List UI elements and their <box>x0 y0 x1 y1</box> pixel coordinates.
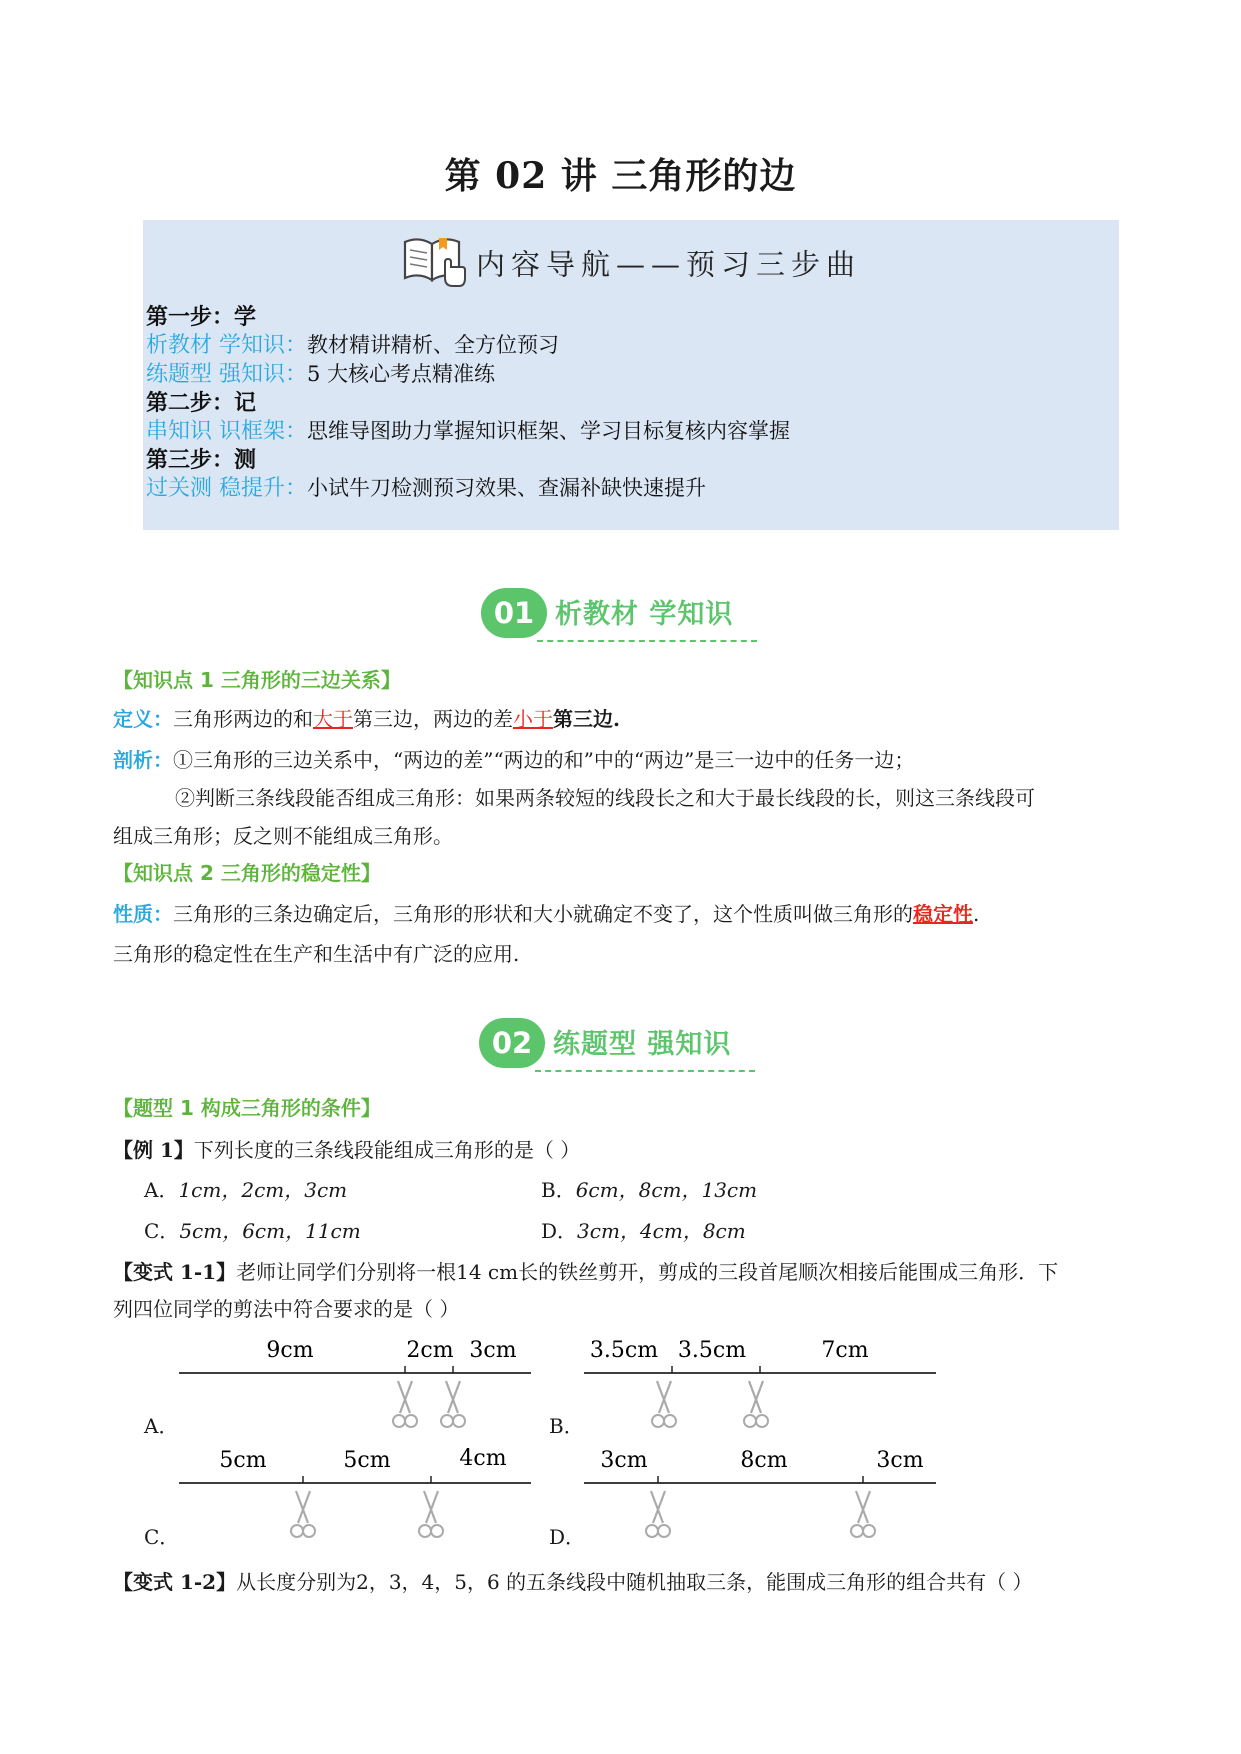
highlight-greater: 大于 <box>313 707 353 731</box>
figure-c-letter: C． <box>144 1525 180 1549</box>
variant-1-1-line-2: 列四位同学的剪法中符合要求的是（ ） <box>113 1297 460 1321</box>
highlight-less: 小于 <box>513 707 553 731</box>
analysis-text-1: ①三角形的三边关系中，“两边的差”“两边的和”中的“两边”是三一边中的任务一边； <box>173 748 915 772</box>
page-title: 第 02 讲 三角形的边 <box>444 155 797 197</box>
option-value: 5cm，6cm，11cm <box>179 1219 361 1243</box>
option-letter: B． <box>541 1178 576 1202</box>
segment-label: 3cm <box>469 1338 517 1363</box>
variant-1-2 <box>113 1566 1032 1595</box>
figure-c-wire <box>175 1443 535 1543</box>
example-1-option-a <box>144 1174 347 1203</box>
variant-1-1-label: 【变式 1-1】 <box>113 1260 237 1284</box>
figure-d-letter: D． <box>549 1525 586 1549</box>
definition-text-c: 第三边. <box>553 707 620 731</box>
nav-row-2-desc: 5 大核心考点精准练 <box>307 362 496 386</box>
definition-text-b: 第三边，两边的差 <box>353 707 513 731</box>
nav-row-3 <box>146 414 790 445</box>
definition-label: 定义： <box>113 707 173 731</box>
figure-b-wire <box>580 1333 940 1433</box>
figure-a-letter: A． <box>144 1414 179 1438</box>
segment-label: 4cm <box>459 1446 507 1471</box>
option-value: 6cm，8cm，13cm <box>575 1178 758 1202</box>
scissors-icon <box>646 1491 670 1537</box>
figure-d-wire <box>580 1443 940 1543</box>
segment-label: 3cm <box>876 1448 924 1473</box>
example-1-label: 【例 1】 <box>113 1138 194 1162</box>
content-navigation-box <box>143 220 1119 530</box>
option-value: 3cm，4cm，8cm <box>577 1219 746 1243</box>
nav-step-1 <box>146 300 256 331</box>
highlight-stability: 稳定性 <box>913 902 973 926</box>
nav-step-3-label: 第三步：测 <box>146 447 257 473</box>
scissors-icon <box>419 1491 443 1537</box>
nav-step-1-label: 第一步：学 <box>146 304 257 330</box>
nav-row-1-desc: 教材精讲精析、全方位预习 <box>307 333 559 357</box>
knowledge-point-1-heading: 【知识点 1 三角形的三边关系】 <box>113 668 401 692</box>
variant-1-2-text: 从长度分别为2，3，4，5，6 的五条线段中随机抽取三条，能围成三角形的组合共有（ ） <box>236 1570 1033 1594</box>
nav-row-4 <box>146 471 706 502</box>
nav-step-2-label: 第二步：记 <box>146 390 257 416</box>
variant-1-2-label: 【变式 1-2】 <box>113 1570 237 1594</box>
segment-label: 5cm <box>219 1448 267 1473</box>
nav-row-4-key: 过关测 稳提升： <box>146 476 307 501</box>
example-1-option-c <box>144 1215 361 1244</box>
example-1-text: 下列长度的三条线段能组成三角形的是（ ） <box>193 1138 581 1162</box>
nav-step-3 <box>146 443 256 474</box>
scissors-icon <box>393 1381 417 1427</box>
analysis-line-2: ②判断三条线段能否组成三角形：如果两条较短的线段长之和大于最长线段的长，则这三条线段可 <box>175 786 1035 810</box>
dashed-underline <box>537 640 757 642</box>
analysis-line-3: 组成三角形；反之则不能组成三角形。 <box>113 824 453 848</box>
scissors-icon <box>441 1381 465 1427</box>
option-letter: C． <box>144 1219 180 1243</box>
section-number: 01 <box>481 588 547 638</box>
section-title: 析教材 学知识 <box>555 599 734 630</box>
nav-row-2 <box>146 357 495 388</box>
nav-row-2-key: 练题型 强知识： <box>146 362 307 387</box>
nav-heading: 内容导航——预习三步曲 <box>476 247 862 282</box>
application-line: 三角形的稳定性在生产和生活中有广泛的应用. <box>113 942 520 966</box>
figure-a-wire <box>175 1333 535 1433</box>
segment-label: 7cm <box>821 1338 869 1363</box>
nav-row-1 <box>146 328 559 359</box>
analysis-line-1 <box>113 744 914 773</box>
example-1 <box>113 1134 580 1163</box>
option-letter: A． <box>144 1178 179 1202</box>
scissors-icon <box>652 1381 676 1427</box>
segment-label: 5cm <box>343 1448 391 1473</box>
variant-1-1-text-1: 老师让同学们分别将一根14 cm长的铁丝剪开，剪成的三段首尾顺次相接后能围成三角形．下 <box>236 1260 1059 1284</box>
option-letter: D． <box>541 1219 578 1243</box>
segment-label: 9cm <box>266 1338 314 1363</box>
knowledge-point-2-heading: 【知识点 2 三角形的稳定性】 <box>113 861 381 885</box>
scissors-icon <box>851 1491 875 1537</box>
nav-row-3-key: 串知识 识框架： <box>146 419 307 444</box>
property-line <box>113 898 979 927</box>
figure-b-letter: B． <box>549 1414 584 1438</box>
option-value: 1cm，2cm，3cm <box>178 1178 348 1202</box>
segment-label: 3cm <box>600 1448 648 1473</box>
nav-heading-row <box>143 232 1119 294</box>
segment-label: 2cm <box>406 1338 454 1363</box>
section-number: 02 <box>479 1018 545 1068</box>
question-type-1-heading: 【题型 1 构成三角形的条件】 <box>113 1096 381 1120</box>
scissors-icon <box>291 1491 315 1537</box>
analysis-label: 剖析： <box>113 748 173 772</box>
nav-row-1-key: 析教材 学知识： <box>146 333 307 358</box>
variant-1-1 <box>113 1256 1058 1285</box>
segment-label: 8cm <box>740 1448 788 1473</box>
nav-row-4-desc: 小试牛刀检测预习效果、查漏补缺快速提升 <box>307 476 706 500</box>
scissors-icon <box>744 1381 768 1427</box>
segment-label: 3.5cm <box>589 1338 659 1363</box>
property-end: . <box>973 902 980 926</box>
nav-row-3-desc: 思维导图助力掌握知识框架、学习目标复核内容掌握 <box>307 419 790 443</box>
book-hand-icon <box>401 232 467 294</box>
property-text: 三角形的三条边确定后，三角形的形状和大小就确定不变了，这个性质叫做三角形的 <box>173 902 913 926</box>
property-label: 性质： <box>113 902 173 926</box>
definition-text-a: 三角形两边的和 <box>173 707 313 731</box>
section-title: 练题型 强知识 <box>553 1029 732 1060</box>
segment-label: 3.5cm <box>677 1338 747 1363</box>
nav-step-2 <box>146 386 256 417</box>
definition-line <box>113 703 620 732</box>
dashed-underline <box>535 1070 755 1072</box>
example-1-option-d <box>541 1215 746 1244</box>
example-1-option-b <box>541 1174 757 1203</box>
